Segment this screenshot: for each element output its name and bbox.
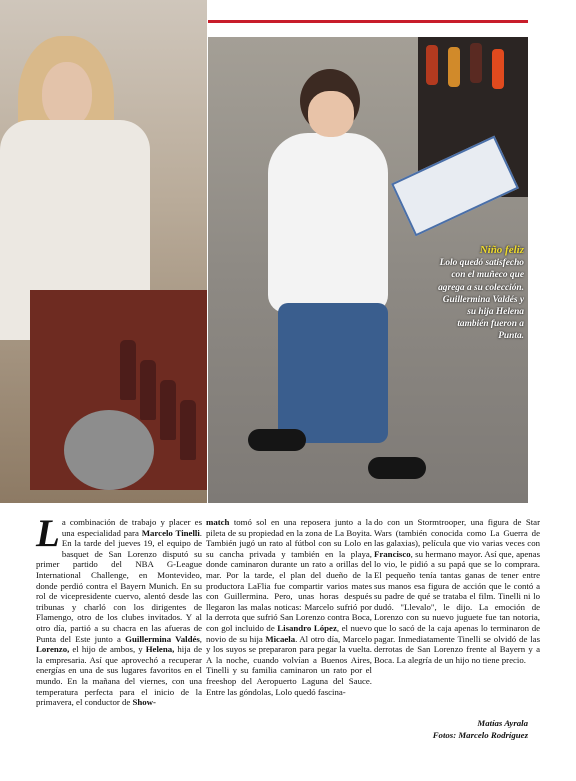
photo-caption (436, 244, 524, 343)
boy-shoe (248, 429, 306, 451)
text-run: , su hermano mayor. Así que, apenas lo vio, le pidió a su papá que se lo comprara. El pequeño tenía tantas ganas de tener entre sus manos esa figura de acción que le contó a su padre de qué se trataba el film. Tinelli ni lo dudó. "Llevalo", le dijo. La emoción de Lorenzo con su nuevo juguete fue tan notoria, que lo sacó de la caja apenas lo terminaron de pagar. Inmediatamente Tinelli se olvidó de las derrotas de San Lorenzo frente al Bayern y a Boca. La alegría de un hijo no tiene precio. (374, 548, 540, 665)
person-head (64, 410, 154, 490)
text-run: , el nuevo novio de su hija (206, 622, 372, 644)
text-run: . Al otro día, Marcelo y los suyos se prepararon para pegar la vuelta. A la noche, cuando volvían a Buenos Aires, Tinelli y su familia caminaron un rato por el freeshop del Aeropuerto Laguna del Sauce. Entre las góndolas, Lolo quedó fascina- (206, 633, 372, 697)
text-run: tomó sol en una reposera junto a la pileta de su propiedad en la zona de La Boyita. También jugó un rato al fútbol con su Lolo en su cancha privada y también en la playa, donde caminaron durante un rato a orillas del mar. Por la tarde, el plan del dueño de la productora LaFlia fue compartir varios mates con Guillermina. Pero, unas horas después llegaron las malas noticas: Marcelo sufrió por la derrota que sufrió San Lorenzo contra Boca, con gol incluido de (206, 517, 372, 633)
bold-name: Lisandro López (277, 622, 337, 633)
photo-woman-freeshop (0, 0, 207, 503)
article-column-2 (206, 517, 372, 697)
article-column-1 (36, 512, 202, 708)
woman-face (42, 62, 92, 128)
boy-hoodie (268, 133, 388, 313)
wine-bottle (140, 360, 156, 420)
bottle (492, 49, 504, 89)
bold-name: Guillermina Valdés (125, 633, 200, 644)
bold-name: match (206, 517, 230, 527)
caption-heading: Niño feliz (479, 244, 524, 256)
photo-credit: Fotos: Marcelo Rodríguez (432, 730, 528, 740)
wine-bottle (120, 340, 136, 400)
boy-jeans (278, 303, 388, 443)
wine-bottle (180, 400, 196, 460)
bottle (426, 45, 438, 85)
text-run: . En la tarde del jueves 19, el equipo de basquet de San Lorenzo disputó su primer partido del NBA G-League International Challenge, en Montevideo, donde perdió contra el Bayern Munich. En su rol de vicepresidente cuervo, alentó desde las tribunas y charló con los dirigentes de Flamengo, otro de los clubes invitados. Y al otro día, partió a su chacra en las afueras de Punta del Este junto a (36, 527, 202, 644)
bold-name: Marcelo Tinelli (141, 527, 200, 538)
bottle (448, 47, 460, 87)
text-run: hija de la empresaria. Así que aprovechó a recuperar energías en una de sus lugares favoritos en el mundo. En la mañana del viernes, con una temperatura perfecta para el inicio de la primavera, el conductor de (36, 644, 202, 708)
text-run: el hijo de ambos, y (69, 644, 146, 655)
author-credit: Matías Ayrala (477, 718, 528, 728)
caption-text: Lolo quedó satisfecho con el muñeco que agrega a su colección. Guillermina Valdés y su hija Helena también fueron a Punta. (438, 258, 524, 342)
text-run: do con un Stormtrooper, una figura de Star Wars (también conocida como La Guerra de las galaxias), película que vio varias veces con (374, 517, 540, 549)
column-1-text (36, 512, 202, 708)
text-run: a combinación de trabajo y placer es una especialidad para (61, 517, 202, 538)
bold-name: Micaela (265, 633, 296, 644)
drop-cap: L (36, 512, 60, 555)
boy-face (308, 91, 354, 137)
article-column-3 (374, 517, 540, 665)
bold-name: Francisco (374, 548, 411, 559)
bottle (470, 43, 482, 83)
bold-name: Show- (132, 697, 156, 708)
bold-name: Helena, (145, 644, 175, 655)
bold-name: Lorenzo, (36, 644, 70, 655)
column-3-text (374, 517, 540, 665)
column-2-text (206, 517, 372, 697)
text-run: , (199, 633, 202, 644)
boy-shoe (368, 457, 426, 479)
wine-bottle (160, 380, 176, 440)
header-rule (208, 20, 528, 23)
